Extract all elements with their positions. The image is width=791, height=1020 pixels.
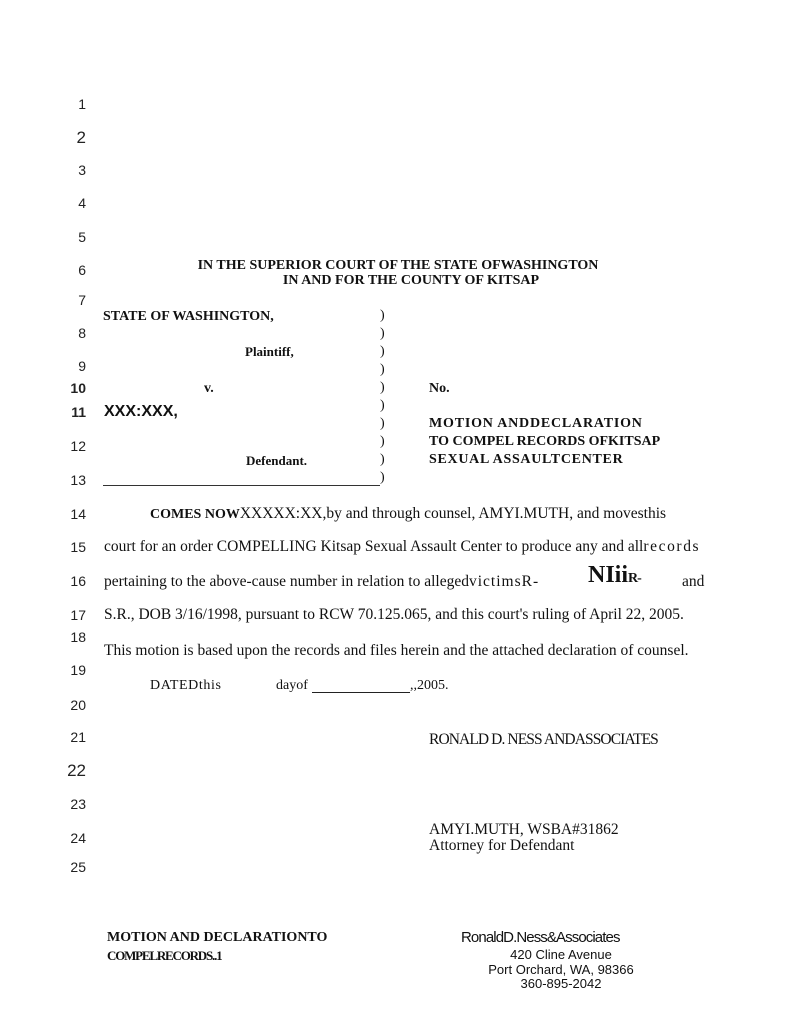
dated-label: DATEDthis xyxy=(150,678,222,693)
line-number: 9 xyxy=(78,358,86,374)
court-heading-line2: IN AND FOR THE COUNTY OF KITSAP xyxy=(282,273,540,288)
paren: ) xyxy=(380,434,385,449)
line-number: 15 xyxy=(70,539,86,555)
line-number: 10 xyxy=(70,380,86,396)
defendant-role: Defendant. xyxy=(246,453,308,468)
body-line-15-end: records xyxy=(643,538,701,555)
footer-address2: Port Orchard, WA, 98366 xyxy=(488,962,634,977)
paren: ) xyxy=(380,380,385,395)
paren: ) xyxy=(380,470,385,485)
redacted-name-small: R- xyxy=(628,571,641,586)
footer-phone: 360-895-2042 xyxy=(520,976,602,991)
date-blank xyxy=(312,692,410,693)
paren: ) xyxy=(380,398,385,413)
body-line-16-text: pertaining to the above-cause number in relation to alleged xyxy=(104,573,469,590)
line-number: 25 xyxy=(70,859,86,875)
line-number: 6 xyxy=(78,262,86,278)
dated-year: ,,2005. xyxy=(410,678,449,693)
line-number: 11 xyxy=(71,404,86,420)
line-number: 16 xyxy=(70,573,86,589)
line-number: 12 xyxy=(70,438,86,454)
body-line-18: This motion is based upon the records and files herein and the attached declaration of counsel. xyxy=(104,642,689,659)
line-number: 23 xyxy=(70,796,86,812)
motion-title-line3: SEXUAL ASSAULTCENTER xyxy=(429,452,624,467)
line-number: 1 xyxy=(78,96,86,112)
plaintiff-role: Plaintiff, xyxy=(245,344,294,359)
line-number: 18 xyxy=(70,629,86,645)
body-line-17: S.R., DOB 3/16/1998, pursuant to RCW 70.125.065, and this court's ruling of April 22, 2005. xyxy=(104,606,684,623)
day-of-label: dayof xyxy=(276,678,308,693)
motion-title-line1: MOTION ANDDECLARATION xyxy=(429,416,643,431)
line-number: 8 xyxy=(78,325,86,341)
paren: ) xyxy=(380,344,385,359)
attorney-role: Attorney for Defendant xyxy=(429,837,575,854)
versus: v. xyxy=(204,381,214,396)
paren: ) xyxy=(380,416,385,431)
body-line-16-and: and xyxy=(682,573,705,590)
court-heading-line1: IN THE SUPERIOR COURT OF THE STATE OFWASHINGTON xyxy=(197,258,599,273)
line-number: 21 xyxy=(70,729,86,745)
day-of-line xyxy=(276,678,308,694)
line-number: 14 xyxy=(70,506,86,522)
line-number: 5 xyxy=(78,229,86,245)
line-number: 4 xyxy=(78,195,86,211)
footer-title-line2: COMPELRECORDS..1 xyxy=(107,948,222,963)
dated-line xyxy=(150,678,222,694)
line-number: 24 xyxy=(70,830,86,846)
case-number-label: No. xyxy=(429,381,450,396)
line-number: 20 xyxy=(70,697,86,713)
paren: ) xyxy=(380,452,385,467)
line-number: 2 xyxy=(76,128,86,147)
line-number: 19 xyxy=(70,662,86,678)
line-number: 13 xyxy=(70,472,86,488)
redacted-name xyxy=(588,562,641,589)
paren: ) xyxy=(380,308,385,323)
line-number: 3 xyxy=(78,162,86,178)
footer-firm: RonaldD.Ness&Associates xyxy=(461,929,620,946)
caption-underline xyxy=(103,485,380,486)
body-line-16 xyxy=(104,573,539,591)
footer-title-line1: MOTION AND DECLARATIONTO xyxy=(107,930,328,945)
paren: ) xyxy=(380,326,385,341)
line-number: 22 xyxy=(67,761,86,780)
attorney-name: AMYI.MUTH, WSBA#31862 xyxy=(429,821,619,838)
defendant-name: XXX:XXX, xyxy=(104,403,178,420)
body-line-15-text: court for an order COMPELLING Kitsap Sexual Assault Center to produce any and all xyxy=(104,538,644,555)
body-line-14-text: XXXXX:XX,by and through counsel, AMYI.MUTH, and movesthis xyxy=(239,505,667,522)
motion-title-line2: TO COMPEL RECORDS OFKITSAP xyxy=(429,434,661,449)
plaintiff-name: STATE OF WASHINGTON, xyxy=(103,309,274,324)
comes-now: COMES NOW xyxy=(150,507,240,522)
paren: ) xyxy=(380,362,385,377)
body-line-16-victims: victimsR- xyxy=(468,573,540,590)
line-number: 7 xyxy=(78,292,86,308)
line-number: 17 xyxy=(70,607,86,623)
redacted-name-large: NIii xyxy=(588,562,629,588)
body-line-15 xyxy=(104,538,700,556)
footer-address1: 420 Cline Avenue xyxy=(510,947,612,962)
firm-name: RONALD D. NESS ANDASSOCIATES xyxy=(429,731,658,748)
body-line-14 xyxy=(150,505,666,523)
